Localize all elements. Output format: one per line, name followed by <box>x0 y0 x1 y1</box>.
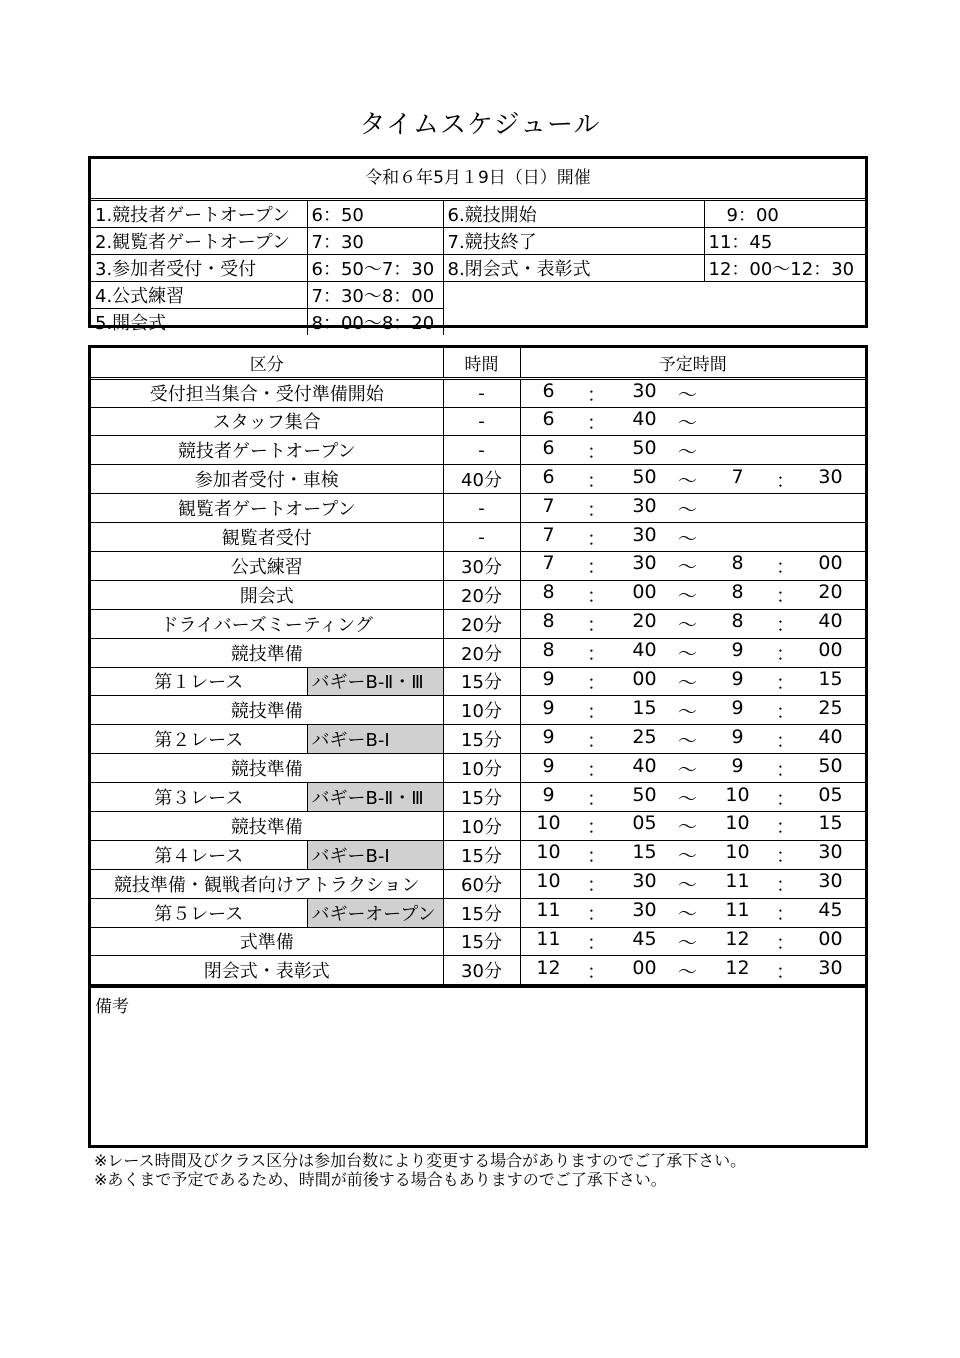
colon: ： <box>586 787 606 810</box>
time-range <box>521 610 866 637</box>
schedule-row <box>91 378 865 407</box>
tilde: ～ <box>677 585 697 608</box>
schedule-duration: 15分 <box>443 927 520 956</box>
summary-time: 12：00～12：30 <box>704 255 865 282</box>
summary-row <box>91 282 865 309</box>
end-hour: 9 <box>731 667 744 690</box>
start-hour: 6 <box>542 465 555 488</box>
schedule-duration: 10分 <box>443 811 520 840</box>
schedule-label: 観覧者受付 <box>91 523 443 552</box>
end-minute: 30 <box>818 956 843 979</box>
end-minute: 30 <box>818 870 843 893</box>
tilde: ～ <box>677 816 697 839</box>
start-minute: 30 <box>632 379 657 402</box>
colon: ： <box>586 585 606 608</box>
schedule-row <box>91 667 865 696</box>
time-range <box>521 581 866 608</box>
header-planned-time: 予定時間 <box>520 348 865 378</box>
summary-item: 3.参加者受付・受付 <box>91 255 307 282</box>
schedule-class: バギーB-Ⅰ <box>307 725 443 754</box>
header-category: 区分 <box>91 348 443 378</box>
colon: ： <box>586 903 606 926</box>
schedule-grid <box>91 348 865 985</box>
colon: ： <box>586 614 606 637</box>
schedule-time <box>520 580 865 609</box>
colon: ： <box>586 469 606 492</box>
time-range <box>521 380 866 407</box>
schedule-row <box>91 927 865 956</box>
summary-table <box>88 156 868 334</box>
summary-row <box>91 255 865 282</box>
end-hour: 10 <box>725 841 750 864</box>
colon: ： <box>775 874 795 897</box>
colon: ： <box>775 556 795 579</box>
end-minute: 45 <box>818 899 843 922</box>
start-hour: 10 <box>536 812 561 835</box>
end-hour: 7 <box>731 465 744 488</box>
start-minute: 50 <box>632 783 657 806</box>
start-hour: 9 <box>542 696 555 719</box>
schedule-row <box>91 638 865 667</box>
schedule-row <box>91 869 865 898</box>
notes-section <box>91 985 865 1147</box>
time-range <box>521 784 866 811</box>
time-range <box>521 755 866 782</box>
header-duration: 時間 <box>443 348 520 378</box>
summary-item: 1.競技者ゲートオープン <box>91 201 307 228</box>
time-range <box>521 841 866 868</box>
time-range <box>521 495 866 522</box>
schedule-label: 第５レース <box>91 898 307 927</box>
end-hour: 11 <box>725 899 750 922</box>
schedule-duration: 15分 <box>443 783 520 812</box>
end-minute: 30 <box>818 465 843 488</box>
start-hour: 11 <box>536 899 561 922</box>
summary-grid <box>91 201 865 335</box>
tilde: ～ <box>677 960 697 983</box>
time-range <box>521 812 866 839</box>
start-hour: 9 <box>542 725 555 748</box>
schedule-time <box>520 407 865 436</box>
schedule-time <box>520 638 865 667</box>
schedule-label: 参加者受付・車検 <box>91 465 443 494</box>
start-hour: 6 <box>542 407 555 430</box>
schedule-duration: 15分 <box>443 840 520 869</box>
colon: ： <box>586 498 606 521</box>
start-minute: 00 <box>632 956 657 979</box>
schedule-time <box>520 609 865 638</box>
schedule-duration: 60分 <box>443 869 520 898</box>
colon: ： <box>586 700 606 723</box>
colon: ： <box>586 527 606 550</box>
colon: ： <box>586 411 606 434</box>
schedule-time <box>520 840 865 869</box>
colon: ： <box>775 643 795 666</box>
schedule-table <box>88 345 868 1148</box>
end-hour: 10 <box>725 783 750 806</box>
summary-time: 8：00～8：20 <box>307 309 443 336</box>
page-title: タイムスケジュール <box>359 110 601 140</box>
start-hour: 9 <box>542 667 555 690</box>
schedule-row <box>91 523 865 552</box>
colon: ： <box>586 816 606 839</box>
schedule-label: 競技者ゲートオープン <box>91 436 443 465</box>
end-hour: 9 <box>731 725 744 748</box>
schedule-time <box>520 551 865 580</box>
colon: ： <box>775 931 795 954</box>
schedule-row <box>91 551 865 580</box>
time-range <box>521 928 866 955</box>
schedule-label: 閉会式・表彰式 <box>91 956 443 985</box>
schedule-row <box>91 725 865 754</box>
tilde: ～ <box>677 931 697 954</box>
start-minute: 20 <box>632 610 657 633</box>
schedule-time <box>520 811 865 840</box>
time-range <box>521 899 866 926</box>
time-range <box>521 668 866 695</box>
schedule-duration: 40分 <box>443 465 520 494</box>
schedule-time <box>520 783 865 812</box>
colon: ： <box>775 700 795 723</box>
schedule-duration: - <box>443 436 520 465</box>
summary-time: 7：30～8：00 <box>307 282 443 309</box>
schedule-row <box>91 956 865 985</box>
colon: ： <box>775 960 795 983</box>
end-hour: 8 <box>731 552 744 575</box>
schedule-time <box>520 436 865 465</box>
time-range <box>521 697 866 724</box>
end-minute: 40 <box>818 725 843 748</box>
start-hour: 7 <box>542 494 555 517</box>
end-minute: 30 <box>818 841 843 864</box>
end-hour: 11 <box>725 870 750 893</box>
summary-item: 4.公式練習 <box>91 282 307 309</box>
colon: ： <box>586 440 606 463</box>
tilde: ～ <box>677 903 697 926</box>
start-hour: 8 <box>542 610 555 633</box>
start-minute: 40 <box>632 407 657 430</box>
tilde: ～ <box>677 700 697 723</box>
tilde: ～ <box>677 643 697 666</box>
end-hour: 9 <box>731 696 744 719</box>
time-range <box>521 639 866 666</box>
start-minute: 40 <box>632 639 657 662</box>
schedule-label: 第２レース <box>91 725 307 754</box>
time-range <box>521 870 866 897</box>
end-minute: 00 <box>818 552 843 575</box>
colon: ： <box>775 469 795 492</box>
schedule-duration: 15分 <box>443 667 520 696</box>
start-minute: 40 <box>632 754 657 777</box>
schedule-duration: - <box>443 378 520 407</box>
tilde: ～ <box>677 614 697 637</box>
colon: ： <box>586 758 606 781</box>
summary-item: 6.競技開始 <box>443 201 704 228</box>
end-hour: 10 <box>725 812 750 835</box>
start-hour: 9 <box>542 783 555 806</box>
schedule-row <box>91 407 865 436</box>
end-hour: 8 <box>731 581 744 604</box>
start-hour: 11 <box>536 927 561 950</box>
footnote-2: ※あくまで予定であるため、時間が前後する場合もありますのでご了承下さい。 <box>94 1170 667 1189</box>
start-minute: 30 <box>632 899 657 922</box>
time-range <box>521 726 866 753</box>
schedule-label: ドライバーズミーティング <box>91 609 443 638</box>
start-minute: 30 <box>632 523 657 546</box>
start-minute: 00 <box>632 581 657 604</box>
colon: ： <box>775 614 795 637</box>
start-hour: 8 <box>542 639 555 662</box>
end-minute: 00 <box>818 639 843 662</box>
schedule-row <box>91 580 865 609</box>
start-hour: 10 <box>536 841 561 864</box>
time-range <box>521 408 866 435</box>
end-minute: 20 <box>818 581 843 604</box>
colon: ： <box>775 585 795 608</box>
schedule-duration: - <box>443 523 520 552</box>
schedule-duration: 15分 <box>443 898 520 927</box>
end-hour: 12 <box>725 927 750 950</box>
schedule-label: 受付担当集合・受付準備開始 <box>91 378 443 407</box>
end-minute: 15 <box>818 667 843 690</box>
colon: ： <box>775 816 795 839</box>
schedule-row <box>91 609 865 638</box>
tilde: ～ <box>677 469 697 492</box>
schedule-label: 第４レース <box>91 840 307 869</box>
schedule-time <box>520 696 865 725</box>
schedule-row <box>91 494 865 523</box>
start-hour: 7 <box>542 552 555 575</box>
end-minute: 40 <box>818 610 843 633</box>
summary-time: 6：50 <box>307 201 443 228</box>
schedule-time <box>520 956 865 985</box>
summary-item: 5.開会式 <box>91 309 307 336</box>
schedule-label: 第１レース <box>91 667 307 696</box>
schedule-time <box>520 754 865 783</box>
schedule-class: バギーB-Ⅰ <box>307 840 443 869</box>
tilde: ～ <box>677 729 697 752</box>
end-minute: 25 <box>818 696 843 719</box>
start-hour: 6 <box>542 379 555 402</box>
colon: ： <box>586 960 606 983</box>
schedule-time <box>520 378 865 407</box>
schedule-label: 競技準備 <box>91 638 443 667</box>
start-minute: 30 <box>632 494 657 517</box>
schedule-time <box>520 667 865 696</box>
start-hour: 9 <box>542 754 555 777</box>
time-range <box>521 466 866 493</box>
schedule-label: 競技準備 <box>91 811 443 840</box>
schedule-row <box>91 783 865 812</box>
tilde: ～ <box>677 411 697 434</box>
schedule-time <box>520 869 865 898</box>
start-minute: 45 <box>632 927 657 950</box>
summary-item: 7.競技終了 <box>443 228 704 255</box>
schedule-label: スタッフ集合 <box>91 407 443 436</box>
start-hour: 7 <box>542 523 555 546</box>
summary-time: 7：30 <box>307 228 443 255</box>
tilde: ～ <box>677 874 697 897</box>
colon: ： <box>775 758 795 781</box>
schedule-duration: 10分 <box>443 696 520 725</box>
schedule-label: 競技準備 <box>91 696 443 725</box>
colon: ： <box>775 845 795 868</box>
tilde: ～ <box>677 498 697 521</box>
start-minute: 50 <box>632 436 657 459</box>
colon: ： <box>775 671 795 694</box>
schedule-row <box>91 754 865 783</box>
start-minute: 50 <box>632 465 657 488</box>
schedule-label: 式準備 <box>91 927 443 956</box>
summary-blank <box>443 282 865 336</box>
colon: ： <box>586 931 606 954</box>
start-minute: 25 <box>632 725 657 748</box>
tilde: ～ <box>677 758 697 781</box>
tilde: ～ <box>677 787 697 810</box>
start-minute: 00 <box>632 667 657 690</box>
schedule-label: 開会式 <box>91 580 443 609</box>
schedule-duration: 15分 <box>443 725 520 754</box>
colon: ： <box>775 729 795 752</box>
schedule-row <box>91 811 865 840</box>
schedule-time <box>520 898 865 927</box>
colon: ： <box>586 383 606 406</box>
end-minute: 05 <box>818 783 843 806</box>
tilde: ～ <box>677 527 697 550</box>
schedule-time <box>520 927 865 956</box>
end-minute: 50 <box>818 754 843 777</box>
end-minute: 00 <box>818 927 843 950</box>
schedule-row <box>91 465 865 494</box>
colon: ： <box>586 671 606 694</box>
tilde: ～ <box>677 671 697 694</box>
colon: ： <box>586 845 606 868</box>
schedule-time <box>520 523 865 552</box>
start-minute: 05 <box>632 812 657 835</box>
schedule-label: 競技準備 <box>91 754 443 783</box>
tilde: ～ <box>677 440 697 463</box>
schedule-class: バギーオープン <box>307 898 443 927</box>
time-range <box>521 552 866 579</box>
footnote-1: ※レース時間及びクラス区分は参加台数により変更する場合がありますのでご了承下さい。 <box>94 1151 747 1170</box>
start-minute: 30 <box>632 552 657 575</box>
schedule-row <box>91 436 865 465</box>
summary-row <box>91 228 865 255</box>
time-range <box>521 437 866 464</box>
schedule-duration: - <box>443 494 520 523</box>
schedule-label: 公式練習 <box>91 551 443 580</box>
end-hour: 12 <box>725 956 750 979</box>
colon: ： <box>586 556 606 579</box>
end-hour: 8 <box>731 610 744 633</box>
schedule-label: 第３レース <box>91 783 307 812</box>
schedule-duration: 30分 <box>443 956 520 985</box>
time-range <box>521 524 866 551</box>
schedule-row <box>91 898 865 927</box>
start-minute: 15 <box>632 841 657 864</box>
schedule-duration: 20分 <box>443 609 520 638</box>
start-hour: 10 <box>536 870 561 893</box>
start-minute: 30 <box>632 870 657 893</box>
colon: ： <box>775 787 795 810</box>
schedule-label: 観覧者ゲートオープン <box>91 494 443 523</box>
colon: ： <box>586 729 606 752</box>
schedule-time <box>520 494 865 523</box>
schedule-class: バギーB-Ⅱ・Ⅲ <box>307 783 443 812</box>
schedule-duration: 30分 <box>443 551 520 580</box>
schedule-duration: - <box>443 407 520 436</box>
summary-time: 6：50～7：30 <box>307 255 443 282</box>
tilde: ～ <box>677 556 697 579</box>
summary-item: 2.観覧者ゲートオープン <box>91 228 307 255</box>
start-hour: 8 <box>542 581 555 604</box>
schedule-label: 競技準備・観戦者向けアトラクション <box>91 869 443 898</box>
summary-time: 9：00 <box>704 201 865 228</box>
end-hour: 9 <box>731 754 744 777</box>
start-minute: 15 <box>632 696 657 719</box>
schedule-duration: 20分 <box>443 580 520 609</box>
schedule-duration: 10分 <box>443 754 520 783</box>
event-date: 令和６年5月１9日（日）開催 <box>91 159 865 201</box>
colon: ： <box>586 874 606 897</box>
colon: ： <box>775 903 795 926</box>
tilde: ～ <box>677 383 697 406</box>
schedule-duration: 20分 <box>443 638 520 667</box>
schedule-time <box>520 465 865 494</box>
notes-label: 備考 <box>95 997 129 1018</box>
summary-item: 8.閉会式・表彰式 <box>443 255 704 282</box>
summary-row <box>91 201 865 228</box>
tilde: ～ <box>677 845 697 868</box>
schedule-class: バギーB-Ⅱ・Ⅲ <box>307 667 443 696</box>
start-hour: 12 <box>536 956 561 979</box>
start-hour: 6 <box>542 436 555 459</box>
summary-time: 11：45 <box>704 228 865 255</box>
end-hour: 9 <box>731 639 744 662</box>
schedule-time <box>520 725 865 754</box>
schedule-row <box>91 696 865 725</box>
time-range <box>521 957 866 984</box>
colon: ： <box>586 643 606 666</box>
end-minute: 15 <box>818 812 843 835</box>
schedule-row <box>91 840 865 869</box>
